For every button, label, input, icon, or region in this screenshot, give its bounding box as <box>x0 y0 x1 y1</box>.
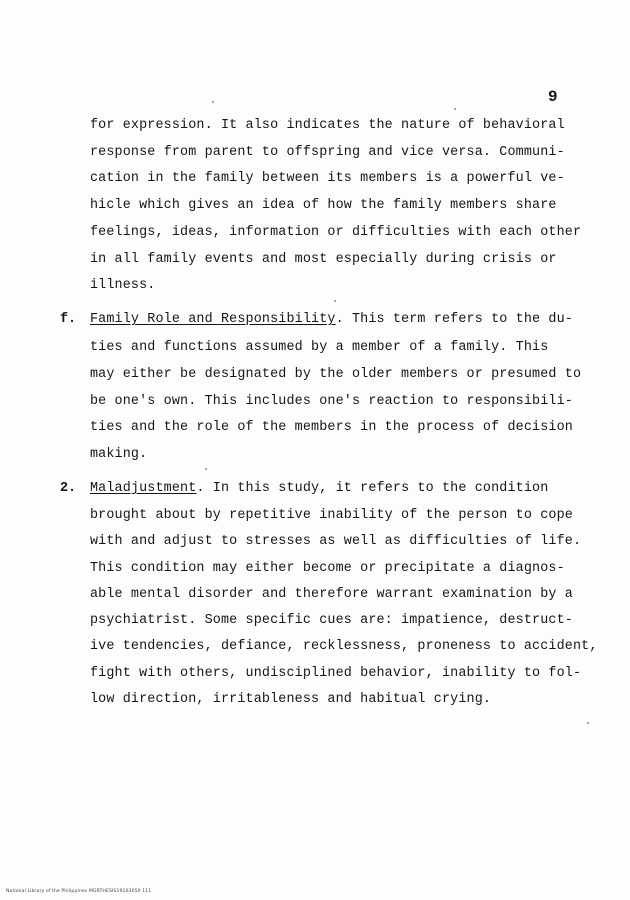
item-f-line-1 <box>90 312 573 328</box>
scan-speck <box>205 468 207 470</box>
paragraph-1-line-1: for expression. It also indicates the nature of behavioral <box>90 118 565 133</box>
item-2-line-4: This condition may either become or precipitate a diagnos- <box>90 561 565 576</box>
item-f-term: Family Role and Responsibility <box>90 312 336 327</box>
paragraph-1-line-5: feelings, ideas, information or difficulties with each other <box>90 225 582 240</box>
item-f-line-4: be one's own. This includes one's reaction to responsibili- <box>90 394 573 409</box>
item-f-line-5: ties and the role of the members in the process of decision <box>90 420 573 435</box>
item-f-marker: f. <box>60 312 77 327</box>
item-f-line-2: ties and functions assumed by a member of a family. This <box>90 340 549 355</box>
paragraph-1-line-6: in all family events and most especially during crisis or <box>90 252 557 267</box>
item-2-line-1-rest: . In this study, it refers to the condition <box>196 481 549 496</box>
item-2-line-8: fight with others, undisciplined behavior, inability to fol- <box>90 666 582 681</box>
paragraph-1-line-7: illness. <box>90 278 156 293</box>
paragraph-1-line-3: cation in the family between its members is a powerful ve- <box>90 171 565 186</box>
item-2-line-7: ive tendencies, defiance, recklessness, proneness to accident, <box>90 639 598 654</box>
item-2-line-1 <box>90 481 548 497</box>
page-number: 9 <box>548 88 558 106</box>
scan-speck <box>334 300 336 302</box>
scan-footer: National Library of the Philippines MGRTHESIS19103050 111 <box>6 889 152 894</box>
item-2-line-6: psychiatrist. Some specific cues are: impatience, destruct- <box>90 613 573 628</box>
scan-speck <box>587 722 589 724</box>
item-2-term: Maladjustment <box>90 481 197 496</box>
paragraph-1-line-2: response from parent to offspring and vice versa. Communi- <box>90 145 565 160</box>
item-f-line-3: may either be designated by the older members or presumed to <box>90 367 582 382</box>
item-f-line-6: making. <box>90 447 148 462</box>
item-f-line-1-rest: . This term refers to the du- <box>335 312 573 327</box>
scan-speck <box>454 108 456 110</box>
item-2-line-2: brought about by repetitive inability of the person to cope <box>90 508 573 523</box>
paragraph-1-line-4: hicle which gives an idea of how the family members share <box>90 198 557 213</box>
scan-speck <box>212 101 214 103</box>
item-2-marker: 2. <box>60 481 77 496</box>
item-2-line-3: with and adjust to stresses as well as difficulties of life. <box>90 534 582 549</box>
item-2-line-5: able mental disorder and therefore warrant examination by a <box>90 587 573 602</box>
item-2-line-9: low direction, irritableness and habitual crying. <box>90 692 492 707</box>
